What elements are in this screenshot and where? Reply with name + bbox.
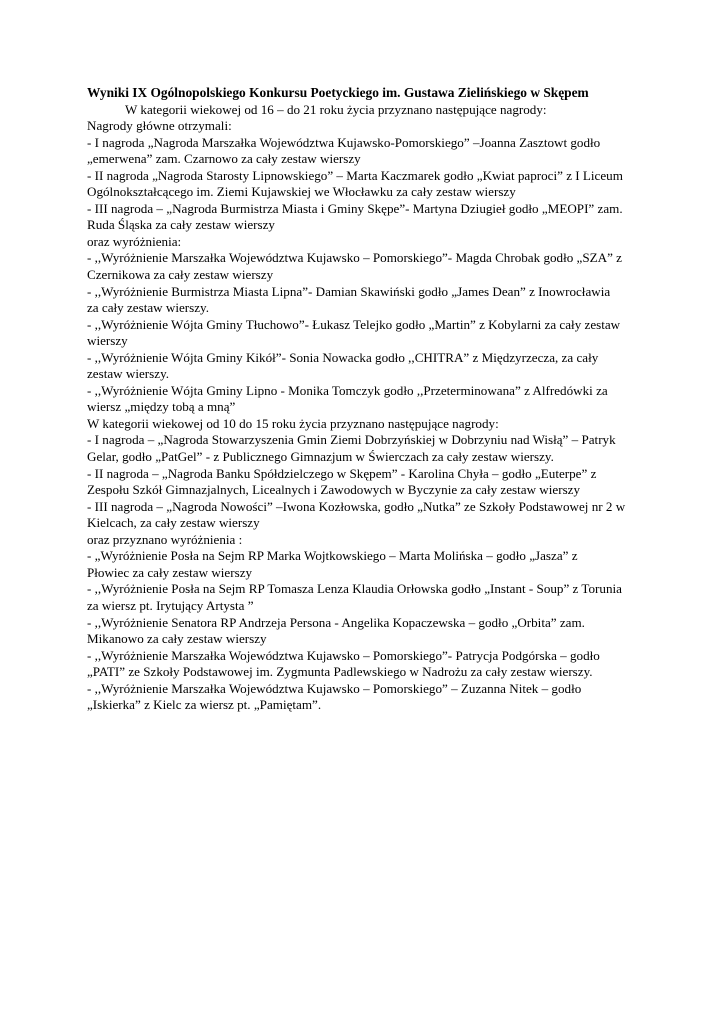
- list-item-line: - ,,Wyróżnienie Senatora RP Andrzeja Persona - Angelika Kopaczewska – godło „Orbita” zam.: [87, 614, 585, 630]
- list-item-line: - II nagroda „Nagroda Starosty Lipnowskiego” – Marta Kaczmarek godło „Kwiat paproci” z I Liceum: [87, 167, 623, 183]
- list-item: [87, 201, 647, 234]
- distinctions-label-1: oraz wyróżnienia:: [87, 233, 182, 249]
- list-item-line: za cały zestaw wierszy.: [87, 300, 210, 316]
- list-item: [87, 681, 647, 714]
- list-item-line: - ,,Wyróżnienie Wójta Gminy Tłuchowo”- Łukasz Telejko godło „Martin” z Kobylarni za cały zestaw: [87, 316, 621, 332]
- list-item-line: zestaw wierszy.: [87, 366, 170, 382]
- list-item: [87, 383, 647, 416]
- main-prizes-label: Nagrody główne otrzymali:: [87, 118, 232, 134]
- list-item-line: - ,,Wyróżnienie Marszałka Województwa Kujawsko – Pomorskiego”- Magda Chrobak godło „SZA” z: [87, 250, 622, 266]
- list-item-line: - ,,Wyróżnienie Marszałka Województwa Kujawsko – Pomorskiego” – Zuzanna Nitek – godło: [87, 680, 582, 696]
- document-page: [87, 85, 647, 714]
- list-item-line: - III nagroda – „Nagroda Burmistrza Miasta i Gminy Skępe”- Martyna Dziugieł godło „MEOPI” zam.: [87, 200, 623, 216]
- list-item: [87, 648, 647, 681]
- list-item: [87, 350, 647, 383]
- list-item-line: - ,,Wyróżnienie Wójta Gminy Lipno - Monika Tomczyk godło ,,Przeterminowana” z Alfredówki za: [87, 382, 608, 398]
- list-item-line: Ruda Śląska za cały zestaw wierszy: [87, 217, 275, 233]
- list-item-line: Kielcach, za cały zestaw wierszy: [87, 515, 260, 531]
- list-item-line: wierszy: [87, 333, 128, 349]
- list-item: [87, 284, 647, 317]
- list-item-line: Ogólnokształcącego im. Ziemi Kujawskiej we Włocławku za cały zestaw wierszy: [87, 184, 516, 200]
- section-1-prizes: [87, 135, 647, 234]
- list-item-line: „PATI” ze Szkoły Podstawowej im. Zygmunta Padlewskiego w Nadrożu za cały zestaw wierszy.: [87, 664, 593, 680]
- list-item-line: - ,,Wyróżnienie Wójta Gminy Kikół”- Sonia Nowacka godło ,,CHITRA” z Międzyrzecza, za cały: [87, 349, 599, 365]
- category-intro-10-15: W kategorii wiekowej od 10 do 15 roku życia przyznano następujące nagrody:: [87, 415, 499, 431]
- list-item: [87, 432, 647, 465]
- list-item-line: - „Wyróżnienie Posła na Sejm RP Marka Wojtkowskiego – Marta Molińska – godło „Jasza” z: [87, 548, 578, 564]
- section-2-distinctions: [87, 548, 647, 713]
- list-item-line: Gelar, godło „PatGel” - z Publicznego Gimnazjum w Świerczach za cały zestaw wierszy.: [87, 449, 554, 465]
- list-item: [87, 615, 647, 648]
- list-item-line: - ,,Wyróżnienie Marszałka Województwa Kujawsko – Pomorskiego”- Patrycja Podgórska – godło: [87, 647, 600, 663]
- list-item-line: - ,,Wyróżnienie Posła na Sejm RP Tomasza Lenza Klaudia Orłowska godło „Instant - Soup” z Torunia: [87, 581, 622, 597]
- list-item: [87, 168, 647, 201]
- list-item-line: - II nagroda – „Nagroda Banku Spółdzielczego w Skępem” - Karolina Chyła – godło „Euterpe” z: [87, 465, 597, 481]
- list-item-line: Mikanowo za cały zestaw wierszy: [87, 631, 267, 647]
- list-item: [87, 317, 647, 350]
- list-item-line: wiersz „między tobą a mną”: [87, 399, 236, 415]
- list-item: [87, 250, 647, 283]
- list-item-line: „Iskierka” z Kielc za wiersz pt. „Pamiętam”.: [87, 697, 322, 713]
- list-item: [87, 466, 647, 499]
- document-title: Wyniki IX Ogólnopolskiego Konkursu Poetyckiego im. Gustawa Zielińskiego w Skępem: [87, 85, 589, 100]
- list-item-line: za wiersz pt. Irytujący Artysta ”: [87, 597, 254, 613]
- section-2-prizes: [87, 432, 647, 531]
- list-item-line: Czernikowa za cały zestaw wierszy: [87, 267, 274, 283]
- category-intro-16-21: W kategorii wiekowej od 16 – do 21 roku życia przyznano następujące nagrody:: [125, 101, 547, 117]
- list-item-line: - III nagroda – „Nagroda Nowości” –Iwona Kozłowska, godło „Nutka” ze Szkoły Podstawowej nr 2 w: [87, 498, 626, 514]
- list-item: [87, 499, 647, 532]
- list-item-line: - ,,Wyróżnienie Burmistrza Miasta Lipna”- Damian Skawiński godło „James Dean” z Inowrocławia: [87, 283, 611, 299]
- list-item-line: - I nagroda – „Nagroda Stowarzyszenia Gmin Ziemi Dobrzyńskiej w Dobrzyniu nad Wisłą” – Patryk: [87, 432, 616, 448]
- distinctions-label-2: oraz przyznano wyróżnienia :: [87, 531, 243, 547]
- list-item: [87, 548, 647, 581]
- list-item-line: Zespołu Szkół Gimnazjalnych, Licealnych i Zawodowych w Byczynie za cały zestaw wierszy: [87, 482, 581, 498]
- list-item-line: - I nagroda „Nagroda Marszałka Województwa Kujawsko-Pomorskiego” –Joanna Zasztowt godło: [87, 134, 601, 150]
- list-item: [87, 135, 647, 168]
- section-1-distinctions: [87, 250, 647, 415]
- list-item-line: Płowiec za cały zestaw wierszy: [87, 564, 253, 580]
- list-item-line: „emerwena” zam. Czarnowo za cały zestaw wierszy: [87, 151, 361, 167]
- list-item: [87, 581, 647, 614]
